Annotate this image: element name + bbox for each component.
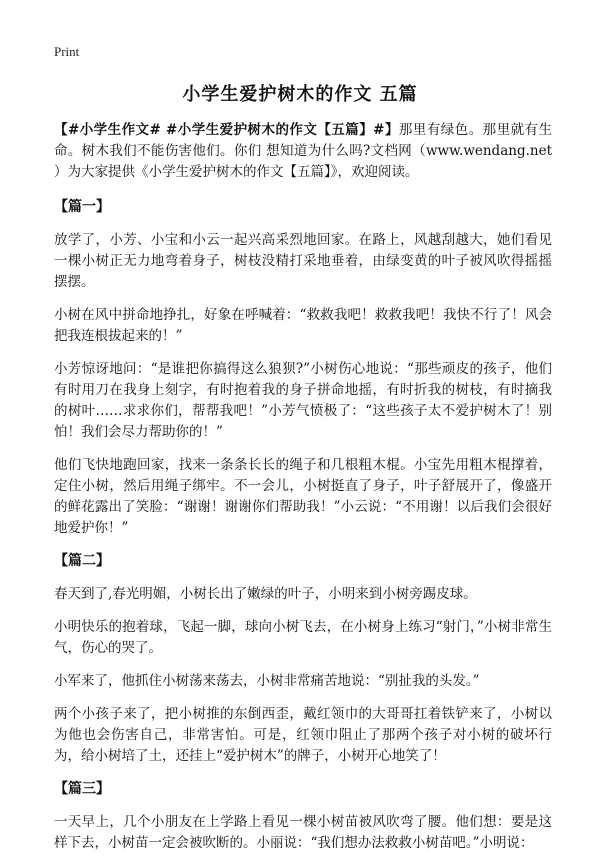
paragraph: 春天到了,春光明媚，小树长出了嫩绿的叶子，小明来到小树旁踢皮球。	[54, 586, 477, 602]
paragraph: 小树在风中拼命地挣扎，好象在呼喊着：“救救我吧！救救我吧！我快不行了！风会把我连根拔起来的！”	[54, 307, 552, 344]
section-heading-2: 【篇二】	[54, 553, 110, 569]
paragraph: 小明快乐的抱着球，飞起一脚，球向小树飞去，在小树身上练习“射门，”小树非常生气，伤心的哭了。	[54, 619, 552, 656]
intro-tags: 【#小学生作文# #小学生爱护树木的作文【五篇】#】	[54, 122, 399, 138]
intro-paragraph	[54, 120, 552, 183]
article-body	[54, 120, 552, 866]
page-title: 小学生爱护树木的作文 五篇	[182, 84, 418, 105]
paragraph: 小芳惊讶地问：“是谁把你搞得这么狼狈?”小树伤心地说：“那些顽皮的孩子，他们有时用刀在我身上刻字，有时抱着我的身子拼命地摇，有时折我的树枝，有时摘我的树叶……求求你们，帮帮我吧！”小芳气愤极了：“这些孩子太不爱护树木了！别怕！我们会尽力帮助你的！”	[54, 361, 552, 440]
intro-text: 那里有绿色。那里就有生命。树木我们不能伤害他们。你们 想知道为什么吗?文档网（www.wendang.net ）为大家提供《小学生爱护树木的作文【五篇】》，欢迎阅读。	[54, 122, 553, 180]
paragraph: 他们飞快地跑回家，找来一条条长长的绳子和几根粗木棍。小宝先用粗木棍撑着，定住小树，然后用绳子绑牢。不一会儿，小树挺直了身子，叶子舒展开了，像盛开的鲜花露出了笑脸：“谢谢！谢谢你们帮助我！”小云说：“不用谢！以后我们会很好地爱护你！”	[54, 457, 552, 536]
paragraph: 一天早上，几个小朋友在上学路上看见一棵小树苗被风吹弯了腰。他们想：要是这样下去，小树苗一定会被吹断的。小丽说：“我们想办法救救小树苗吧。”小明说：	[54, 814, 552, 851]
section-heading-3: 【篇三】	[54, 781, 110, 797]
paragraph: 小军来了，他抓住小树荡来荡去，小树非常痛苦地说：“别扯我的头发。”	[54, 673, 480, 689]
section-heading-1: 【篇一】	[54, 199, 110, 215]
paragraph: 两个小孩子来了，把小树推的东倒西歪，戴红领巾的大哥哥扛着铁铲来了，小树以为他也会伤害自己，非常害怕。可是，红领巾阻止了那两个孩子对小树的破坏行为，给小树培了土，还挂上“爱护树木”的牌子，小树开心地笑了！	[54, 706, 552, 764]
print-label: Print	[54, 44, 80, 59]
paragraph: 放学了，小芳、小宝和小云一起兴高采烈地回家。在路上，风越刮越大，她们看见一棵小树正无力地弯着身子，树枝没精打采地垂着，由绿变黄的叶子被风吹得摇摇摆摆。	[54, 232, 552, 290]
